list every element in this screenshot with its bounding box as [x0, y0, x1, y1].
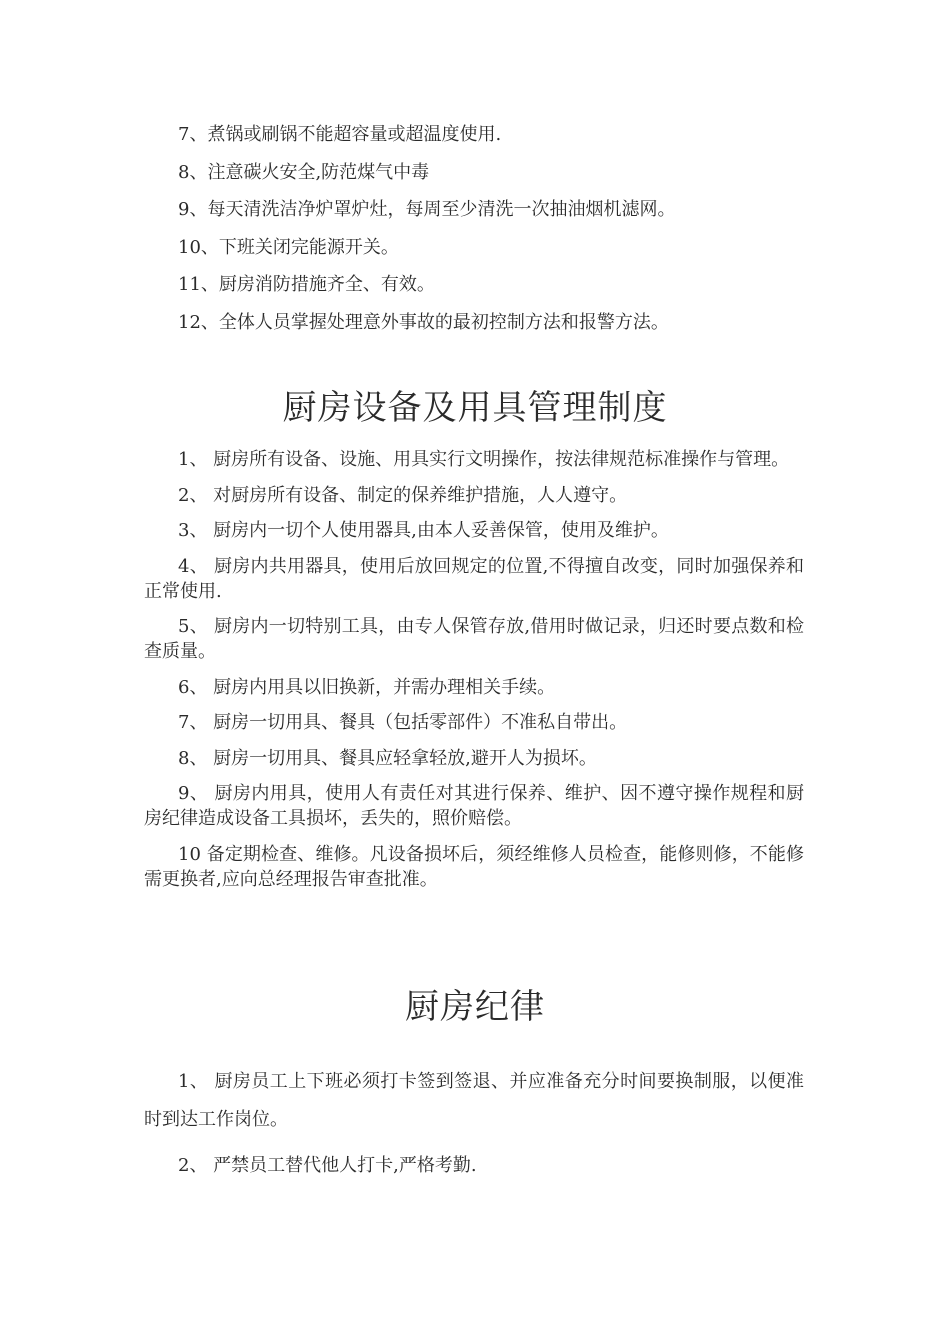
list-item: 9、每天清洗洁净炉罩炉灶，每周至少清洗一次抽油烟机滤网。 — [178, 199, 676, 220]
safety-rules-list — [144, 122, 804, 347]
section-heading-equipment: 厨房设备及用具管理制度 — [282, 388, 668, 428]
list-item: 6、 厨房内用具以旧换新，并需办理相关手续。 — [178, 676, 556, 698]
list-item: 8、注意碳火安全,防范煤气中毒 — [178, 161, 430, 183]
list-item: 7、 厨房一切用具、餐具（包括零部件）不准私自带出。 — [178, 712, 628, 733]
list-item: 10 备定期检查、维修。凡设备损坏后，须经维修人员检查，能修则修，不能修需更换者,应向总经理报告审查批准。 — [144, 843, 804, 890]
list-item: 2、 对厨房所有设备、制定的保养维护措施，人人遵守。 — [178, 484, 628, 506]
list-item: 9、 厨房内用具，使用人有责任对其进行保养、维护、因不遵守操作规程和厨房纪律造成设备工具损坏，丢失的，照价赔偿。 — [144, 783, 804, 829]
list-item: 5、 厨房内一切特别工具，由专人保管存放,借用时做记录，归还时要点数和检查质量。 — [144, 616, 804, 662]
list-item: 4、 厨房内共用器具，使用后放回规定的位置,不得擅自改变，同时加强保养和正常使用. — [144, 555, 804, 602]
list-item: 11、厨房消防措施齐全、有效。 — [178, 274, 435, 295]
list-item: 12、全体人员掌握处理意外事故的最初控制方法和报警方法。 — [178, 311, 669, 333]
list-item: 2、 严禁员工替代他人打卡,严格考勤. — [178, 1155, 477, 1176]
list-item: 1、 厨房所有设备、设施、用具实行文明操作，按法律规范标准操作与管理。 — [178, 449, 790, 470]
equipment-rules-list — [144, 447, 804, 902]
section-heading-discipline: 厨房纪律 — [405, 987, 545, 1027]
list-item: 3、 厨房内一切个人使用器具,由本人妥善保管，使用及维护。 — [178, 520, 669, 541]
list-item: 10、下班关闭完能源开关。 — [178, 236, 399, 258]
list-item: 8、 厨房一切用具、餐具应轻拿轻放,避开人为损坏。 — [178, 747, 597, 769]
list-item: 1、 厨房员工上下班必须打卡签到签退、并应准备充分时间要换制服，以便准时到达工作岗位。 — [144, 1071, 804, 1130]
discipline-rules-list — [144, 1063, 804, 1193]
list-item: 7、煮锅或刷锅不能超容量或超温度使用. — [178, 124, 502, 145]
